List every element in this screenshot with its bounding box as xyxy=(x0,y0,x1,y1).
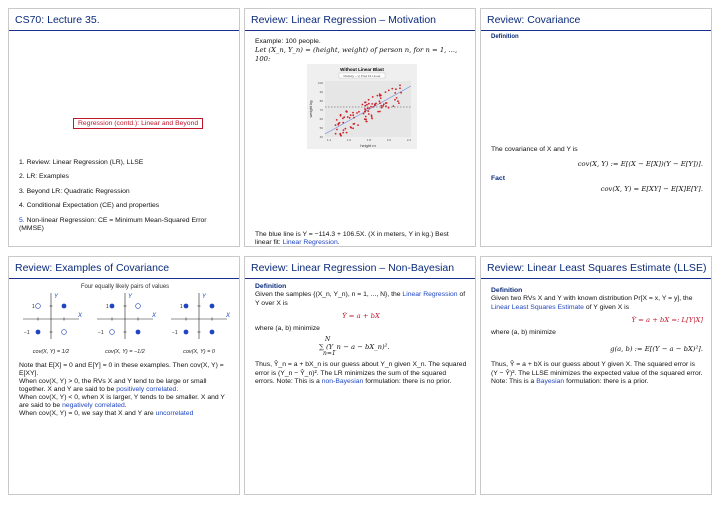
list-item: 1. Review: Linear Regression (LR), LLSE xyxy=(19,159,144,166)
slide-title: CS70: Lecture 35. xyxy=(15,14,100,26)
scatter-point xyxy=(347,116,349,118)
filled-point xyxy=(136,330,141,335)
plot-xtick: 1.8 xyxy=(366,138,372,142)
plot-xtick: 2.2 xyxy=(406,138,412,142)
scatter-point xyxy=(336,119,338,121)
scatter-point xyxy=(380,95,382,97)
scatter-point xyxy=(345,128,347,130)
plot-ytick: 90 xyxy=(319,90,323,95)
scatter-point xyxy=(371,103,373,105)
plot-ytick: 100 xyxy=(317,81,323,86)
list-item: 2. LR: Examples xyxy=(19,173,69,181)
scatter-point xyxy=(391,88,393,90)
scatter-point xyxy=(380,97,382,99)
scatter-point xyxy=(368,107,370,109)
filled-point xyxy=(184,330,189,335)
scatter-point xyxy=(393,105,395,107)
filled-point xyxy=(62,304,67,309)
list-item: 4. Conditional Expectation (CE) and properties xyxy=(19,202,160,210)
scatter-point xyxy=(364,105,366,107)
scatter-point xyxy=(349,117,351,119)
covariance-def: The covariance of X and Y is cov(X, Y) := E[(X − E[X])(Y − E[Y])]. Fact cov(X, Y) = E[XY] − E[X]E[Y]. xyxy=(491,146,703,194)
intro-text: Example: 100 people. Let (X_n, Y_n) = (height, weight) of person n, for n = 1, ..., 100: xyxy=(255,38,458,63)
scatter-point xyxy=(367,108,369,110)
slide-1 xyxy=(8,8,240,247)
title-rule xyxy=(245,30,475,31)
lr-definition: Definition Given the samples {(X_n, Y_n), n = 1, ..., N}, the Linear Regression of Y over X is Ŷ = a + bX where (a, b) minimize N ∑ (Y_n − a − bX_n)². n=1 Thus, Ŷ_n = a + bX_n is our guess about Y_n given X_n. The squared error is (Y_n − Ŷ_n)². The LR minimizes the sum of the squared errors. Note: This is a non-Bayesian formulation: there is no prior. xyxy=(255,283,467,386)
scatter-point xyxy=(388,90,390,92)
scatter-point xyxy=(368,103,370,105)
hollow-point xyxy=(62,330,67,335)
axis-label-x: X xyxy=(226,313,231,319)
filled-point xyxy=(36,330,41,335)
scatter-point xyxy=(366,104,368,106)
plot-ytick: 50 xyxy=(319,126,323,131)
tick-label: 1 xyxy=(180,304,183,310)
plot-ytick: 40 xyxy=(319,135,323,140)
covariance-notes: Note that E[X] = 0 and E[Y] = 0 in these examples. Then cov(X, Y) = E[XY]. When cov(X, Y) > 0, the RVs X and Y tend to be large or small together. X and Y are said to be positively correlated. When cov(X, Y) < 0, when X is larger, Y tends to be smaller. X and Y are said to be negatively correlated. When cov(X, Y) = 0, we say that X and Y are uncorrelated xyxy=(19,362,225,417)
slide-title: Review: Linear Regression – Non-Bayesian xyxy=(251,262,455,274)
plot-xlabel: height m xyxy=(360,143,376,148)
scatter-point xyxy=(382,105,384,107)
slide-title: Review: Covariance xyxy=(487,14,581,26)
scatter-point xyxy=(377,95,379,97)
title-rule xyxy=(481,30,711,31)
axis-label-y: Y xyxy=(54,294,59,300)
title-rule xyxy=(9,278,239,279)
scatter-point xyxy=(365,116,367,118)
tick-label: 1 xyxy=(32,304,35,310)
scatter-point xyxy=(399,87,401,89)
axis-label-x: X xyxy=(152,313,157,319)
tick-label: −1 xyxy=(172,330,178,336)
scatter-point xyxy=(358,111,360,113)
scatter-point xyxy=(342,122,344,124)
scatter-point xyxy=(353,117,355,119)
filled-point xyxy=(210,304,215,309)
scatter-point xyxy=(342,132,344,134)
scatter-point xyxy=(394,92,396,94)
scatter-point xyxy=(364,111,366,113)
scatter-point xyxy=(339,133,341,135)
plot-ytick: 70 xyxy=(319,108,323,113)
scatter-point xyxy=(374,105,376,107)
scatter-point xyxy=(377,111,379,113)
tick-label: 1 xyxy=(106,304,109,310)
scatter-point xyxy=(357,124,359,126)
scatter-point xyxy=(379,102,381,104)
scatter-plot xyxy=(307,64,417,149)
hollow-point xyxy=(110,330,115,335)
cov-label: cov(X, Y) = 0 xyxy=(183,349,215,355)
scatter-point xyxy=(385,102,387,104)
scatter-point xyxy=(383,103,385,105)
slide-5 xyxy=(244,256,476,495)
scatter-point xyxy=(343,116,345,118)
scatter-point xyxy=(397,100,399,102)
link-linear-regression[interactable]: Linear Regression xyxy=(282,239,338,247)
scatter-point xyxy=(370,106,372,108)
scatter-point xyxy=(335,133,337,135)
scatter-point xyxy=(396,97,398,99)
list-item: 3. Beyond LR: Quadratic Regression xyxy=(19,187,130,195)
scatter-point xyxy=(353,123,355,125)
scatter-point xyxy=(363,113,365,115)
scatter-point xyxy=(352,114,354,116)
caption: The blue line is Y = −114.3 + 106.5X. (X in meters, Y in kg.) Best linear fit: Linear Regression. xyxy=(255,231,449,247)
cov-label: cov(X, Y) = −1/2 xyxy=(105,349,145,355)
filled-point xyxy=(110,304,115,309)
scatter-point xyxy=(400,92,402,94)
scatter-point xyxy=(364,102,366,104)
slide-3 xyxy=(480,8,712,247)
scatter-point xyxy=(379,111,381,113)
slide-title: Review: Linear Least Squares Estimate (LLSE) xyxy=(487,262,707,274)
axis-label-y: Y xyxy=(128,294,133,300)
cov-label: cov(X, Y) = 1/2 xyxy=(32,349,70,355)
scatter-point xyxy=(371,118,373,120)
llse-definition: Definition Given two RVs X and Y with known distribution Pr[X = x, Y = y], the Linear Least Squares Estimate of Y given X is Ŷ = a + bX =: L[Y|X] where (a, b) minimize g(a, b) := E[(Y − a − bX)²]. Thus, Ŷ = a + bX is our guess about Y given X. The squared error is (Y − Ŷ)². The LLSE minimizes the expected value of the squared error. Note: This is a Bayesian formulation: there is a prior. xyxy=(491,287,703,386)
scatter-point xyxy=(336,129,338,131)
scatter-point xyxy=(399,84,401,86)
title-rule xyxy=(245,278,475,279)
scatter-point xyxy=(340,135,342,137)
scatter-point xyxy=(356,112,358,114)
plot-xtick: 1.4 xyxy=(326,138,332,142)
scatter-point xyxy=(372,106,374,108)
scatter-point xyxy=(380,105,382,107)
scatter-point xyxy=(375,103,377,105)
list-item: 5. Non-linear Regression: CE = Minimum Mean-Squared Error (MMSE) xyxy=(19,216,207,233)
slide-title: Review: Examples of Covariance xyxy=(15,262,170,274)
plot-xtick: 2.0 xyxy=(386,138,392,142)
scatter-point xyxy=(346,132,348,134)
axis-label-x: X xyxy=(78,313,83,319)
scatter-point xyxy=(365,118,367,120)
scatter-point xyxy=(352,127,354,129)
slide-4 xyxy=(8,256,240,495)
filled-point xyxy=(210,330,215,335)
scatter-point xyxy=(368,113,370,115)
scatter-point xyxy=(350,114,352,116)
scatter-point xyxy=(371,116,373,118)
tick-label: −1 xyxy=(24,330,30,336)
slide-title: Review: Linear Regression – Motivation xyxy=(251,14,437,26)
scatter-point xyxy=(372,96,374,98)
scatter-point xyxy=(379,100,381,102)
scatter-point xyxy=(352,112,354,114)
plot-ytick: 60 xyxy=(319,117,323,122)
scatter-point xyxy=(388,107,390,109)
plot-title: Without Linear Blast xyxy=(340,67,384,72)
definition-label: Definition xyxy=(491,34,519,40)
scatter-point xyxy=(366,121,368,123)
scatter-point xyxy=(381,107,383,109)
filled-point xyxy=(184,304,189,309)
scatter-point xyxy=(385,105,387,107)
title-rule xyxy=(481,278,711,279)
plot-xtick: 1.6 xyxy=(346,138,352,142)
scatter-point xyxy=(367,110,369,112)
title-rule xyxy=(9,30,239,31)
scatter-point xyxy=(364,108,366,110)
hollow-point xyxy=(36,304,41,309)
hollow-point xyxy=(136,304,141,309)
scatter-point xyxy=(335,124,337,126)
scatter-point xyxy=(385,91,387,93)
tick-label: −1 xyxy=(98,330,104,336)
slide-6 xyxy=(480,256,712,495)
slide-2 xyxy=(244,8,476,247)
scatter-point xyxy=(350,126,352,128)
scatter-point xyxy=(395,88,397,90)
covariance-examples-figure xyxy=(15,281,235,356)
scatter-point xyxy=(371,114,373,116)
scatter-point xyxy=(345,110,347,112)
scatter-point xyxy=(394,99,396,101)
figure-title: Four equally likely pairs of values xyxy=(80,284,170,290)
axis-label-y: Y xyxy=(202,294,207,300)
boxed-subtitle: Regression (contd.): Linear and Beyond xyxy=(73,118,203,129)
scatter-point xyxy=(338,123,340,125)
scatter-point xyxy=(343,129,345,131)
plot-ytick: 80 xyxy=(319,99,323,104)
scatter-point xyxy=(368,99,370,101)
plot-subtitle: Model(y ~ x) Pred Fit Linear xyxy=(343,74,381,78)
scatter-point xyxy=(340,115,342,117)
outline-list xyxy=(19,159,231,239)
scatter-point xyxy=(362,104,364,106)
scatter-point xyxy=(398,102,400,104)
plot-ylabel: weight kg xyxy=(308,100,313,118)
